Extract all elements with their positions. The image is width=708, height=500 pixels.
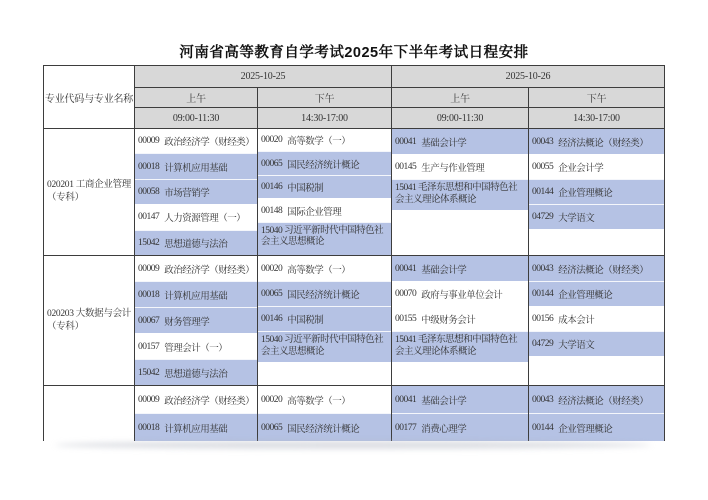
course-entry	[135, 307, 257, 333]
course-name: 计算机应用基础	[164, 424, 228, 435]
course-entry	[135, 386, 257, 413]
course-entry	[529, 386, 664, 413]
major-group-row	[44, 128, 664, 255]
course-code: 00009	[138, 263, 160, 274]
date-header-cell: 2025-10-25	[134, 66, 391, 87]
course-code: 00067	[138, 315, 160, 326]
course-entry	[529, 179, 664, 204]
course-code: 00009	[138, 394, 160, 405]
course-entry	[135, 413, 257, 441]
course-code: 15042	[138, 237, 160, 248]
course-name: 国际企业管理	[287, 207, 342, 218]
date-header-cell: 2025-10-26	[391, 66, 664, 87]
course-name: 经济法概论（财经类）	[558, 138, 649, 149]
course-code: 00018	[138, 161, 160, 172]
course-entry	[529, 413, 664, 441]
course-entry	[135, 179, 257, 204]
course-name: 政治经济学（财经类）	[164, 396, 255, 407]
course-entry	[258, 222, 391, 255]
course-name: 毛泽东思想和中国特色社会主义理论体系概论	[395, 183, 518, 205]
course-name: 财务管理学	[164, 317, 210, 328]
course-code: 00070	[395, 289, 417, 299]
course-code: 00065	[261, 422, 283, 433]
course-name: 政治经济学（财经类）	[164, 138, 255, 149]
course-entry	[258, 256, 391, 281]
major-name-cell	[44, 386, 134, 441]
course-code: 04729	[532, 212, 554, 222]
course-entry	[392, 179, 528, 210]
course-entry	[135, 281, 257, 307]
course-column	[134, 256, 257, 385]
time-header-cell: 14:30-17:00	[528, 107, 664, 128]
course-code: 00065	[261, 158, 283, 169]
course-column	[257, 386, 391, 441]
session-header-cell: 上午	[134, 87, 257, 107]
course-entry	[392, 281, 528, 306]
session-header-cell: 下午	[257, 87, 391, 107]
course-code: 00043	[532, 136, 554, 147]
course-entry	[258, 331, 391, 362]
course-entry	[258, 151, 391, 174]
course-entry	[135, 129, 257, 153]
course-code: 00018	[138, 422, 160, 433]
course-entry	[258, 413, 391, 441]
course-column	[528, 256, 664, 385]
course-name: 习近平新时代中国特色社会主义思想概论	[261, 335, 384, 357]
page-title: 河南省高等教育自学考试2025年下半年考试日程安排	[179, 45, 529, 61]
course-code: 00147	[138, 212, 160, 223]
course-code: 00157	[138, 341, 160, 352]
course-name: 企业管理概论	[558, 189, 613, 199]
major-group-row	[44, 385, 664, 441]
course-entry	[392, 256, 528, 281]
course-name: 高等数学（一）	[287, 137, 351, 148]
course-name: 计算机应用基础	[164, 291, 228, 302]
course-name: 经济法概论（财经类）	[558, 265, 649, 276]
course-entry	[258, 198, 391, 221]
course-entry	[258, 306, 391, 331]
course-name: 中级财务会计	[421, 316, 476, 326]
course-name: 高等数学（一）	[287, 396, 351, 407]
major-name-cell: 020203 大数据与会计（专科）	[44, 256, 134, 385]
course-name: 思想道德与法治	[164, 369, 228, 380]
course-name: 生产与作业管理	[421, 164, 485, 174]
course-name: 管理会计（一）	[164, 343, 228, 354]
course-column	[257, 129, 391, 255]
course-entry	[392, 154, 528, 179]
course-entry	[135, 256, 257, 281]
major-group-row	[44, 255, 664, 385]
course-code: 00058	[138, 187, 160, 198]
course-entry	[529, 129, 664, 154]
course-entry	[529, 306, 664, 331]
course-entry	[392, 129, 528, 154]
course-name: 基础会计学	[421, 396, 467, 407]
course-code: 00041	[395, 263, 417, 274]
course-code: 00043	[532, 263, 554, 274]
course-entry	[392, 386, 528, 413]
course-code: 15042	[138, 367, 160, 378]
course-name: 毛泽东思想和中国特色社会主义理论体系概论	[395, 335, 518, 357]
session-header-cell: 上午	[391, 87, 528, 107]
course-code: 00020	[261, 135, 283, 146]
course-code: 00043	[532, 394, 554, 405]
table-body	[44, 128, 664, 441]
course-column	[528, 129, 664, 255]
course-code: 00146	[261, 314, 283, 324]
course-name: 基础会计学	[421, 138, 467, 149]
course-code: 00155	[395, 314, 417, 324]
exam-schedule-table	[43, 65, 665, 441]
course-name: 企业会计学	[558, 164, 604, 174]
course-entry	[529, 331, 664, 356]
time-header-cell: 09:00-11:30	[134, 107, 257, 128]
course-code: 15040	[261, 225, 283, 236]
course-entry	[258, 386, 391, 413]
course-code: 00144	[532, 187, 554, 197]
course-code: 15041	[395, 183, 417, 193]
course-code: 00020	[261, 394, 283, 405]
course-column	[528, 386, 664, 441]
course-entry	[135, 153, 257, 178]
course-name: 消费心理学	[421, 424, 467, 435]
course-name: 政治经济学（财经类）	[164, 265, 255, 276]
course-name: 经济法概论（财经类）	[558, 396, 649, 407]
empty-filler-cell	[392, 362, 528, 385]
time-header-cell: 09:00-11:30	[391, 107, 528, 128]
course-entry	[529, 204, 664, 229]
course-code: 00148	[261, 205, 283, 216]
session-header-cell: 下午	[528, 87, 664, 107]
course-name: 国民经济统计概论	[287, 424, 360, 435]
course-column	[391, 129, 528, 255]
course-code: 00009	[138, 136, 160, 147]
course-name: 习近平新时代中国特色社会主义思想概论	[261, 225, 384, 248]
course-name: 企业管理概论	[558, 424, 613, 435]
course-name: 中国税制	[287, 316, 324, 326]
course-name: 国民经济统计概论	[287, 160, 360, 171]
course-entry	[258, 281, 391, 306]
course-code: 00041	[395, 394, 417, 405]
table-header	[44, 66, 664, 128]
course-code: 00020	[261, 263, 283, 274]
empty-filler-cell	[258, 362, 391, 385]
course-name: 大学语文	[558, 214, 595, 224]
course-name: 计算机应用基础	[164, 163, 228, 174]
course-entry	[135, 230, 257, 255]
empty-filler-cell	[529, 356, 664, 385]
course-entry	[135, 359, 257, 385]
corner-header-cell: 专业代码与专业名称	[44, 66, 134, 128]
course-name: 高等数学（一）	[287, 265, 351, 276]
course-name: 基础会计学	[421, 265, 467, 276]
course-entry	[392, 331, 528, 362]
empty-filler-cell	[392, 210, 528, 255]
course-name: 大学语文	[558, 341, 595, 351]
course-column	[134, 129, 257, 255]
course-entry	[135, 204, 257, 229]
course-name: 企业管理概论	[558, 291, 613, 301]
course-code: 15040	[261, 335, 283, 345]
course-column	[391, 386, 528, 441]
course-code: 00177	[395, 422, 417, 433]
course-name: 国民经济统计概论	[287, 291, 360, 301]
course-entry	[258, 175, 391, 198]
course-entry	[529, 154, 664, 179]
course-code: 00055	[532, 162, 554, 172]
course-name: 人力资源管理（一）	[164, 214, 246, 225]
course-code: 00156	[532, 314, 554, 324]
course-code: 15041	[395, 335, 417, 345]
time-header-cell: 14:30-17:00	[257, 107, 391, 128]
course-column	[134, 386, 257, 441]
course-code: 00144	[532, 422, 554, 433]
course-code: 00065	[261, 289, 283, 299]
empty-filler-cell	[529, 229, 664, 255]
course-column	[391, 256, 528, 385]
course-name: 成本会计	[558, 316, 595, 326]
course-name: 政府与事业单位会计	[421, 291, 503, 301]
course-column	[257, 256, 391, 385]
course-code: 00041	[395, 136, 417, 147]
course-code: 00145	[395, 162, 417, 172]
course-name: 思想道德与法治	[164, 239, 228, 250]
course-code: 00144	[532, 289, 554, 299]
course-entry	[135, 333, 257, 359]
course-entry	[392, 413, 528, 441]
course-code: 00018	[138, 289, 160, 300]
course-entry	[529, 256, 664, 281]
course-code: 04729	[532, 339, 554, 349]
course-code: 00146	[261, 182, 283, 193]
course-entry	[529, 281, 664, 306]
course-entry	[392, 306, 528, 331]
course-name: 中国税制	[287, 184, 324, 195]
bottom-cut-smudge	[55, 441, 651, 449]
major-name-cell: 020201 工商企业管理（专科）	[44, 129, 134, 255]
course-name: 市场营销学	[164, 189, 210, 200]
course-entry	[258, 129, 391, 151]
